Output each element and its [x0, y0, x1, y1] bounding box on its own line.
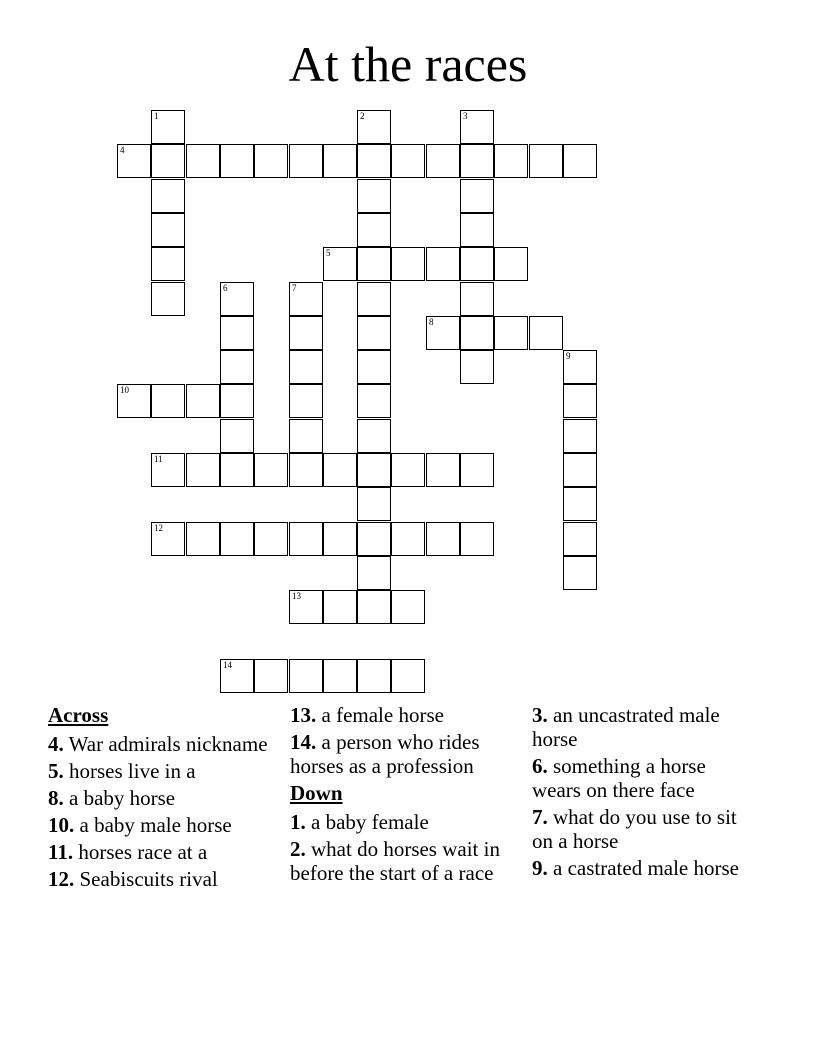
clue-down-3: 3. an uncastrated male horse — [532, 703, 720, 751]
grid-cell[interactable] — [220, 384, 254, 418]
grid-cell[interactable] — [117, 144, 151, 178]
grid-cell[interactable] — [220, 522, 254, 556]
grid-cell[interactable] — [289, 144, 323, 178]
grid-cell[interactable] — [357, 282, 391, 316]
grid-cell[interactable] — [151, 522, 185, 556]
grid-cell[interactable] — [151, 282, 185, 316]
clue-down-7: 7. what do you use to sit on a horse — [532, 805, 737, 853]
grid-cell[interactable] — [391, 590, 425, 624]
grid-cell[interactable] — [323, 453, 357, 487]
grid-cell[interactable] — [391, 659, 425, 693]
grid-cell[interactable] — [357, 144, 391, 178]
grid-cell[interactable] — [494, 316, 528, 350]
clue-number: 10 — [120, 385, 129, 395]
grid-cell[interactable] — [220, 419, 254, 453]
grid-cell[interactable] — [460, 282, 494, 316]
grid-cell[interactable] — [494, 144, 528, 178]
grid-cell[interactable] — [529, 316, 563, 350]
clue-number: 6 — [223, 283, 228, 293]
clue-across-11: 11. horses race at a — [48, 840, 208, 864]
grid-cell[interactable] — [391, 144, 425, 178]
grid-cell[interactable] — [151, 213, 185, 247]
grid-cell[interactable] — [289, 590, 323, 624]
grid-cell[interactable] — [563, 419, 597, 453]
grid-cell[interactable] — [151, 179, 185, 213]
grid-cell[interactable] — [186, 144, 220, 178]
grid-cell[interactable] — [357, 384, 391, 418]
grid-cell[interactable] — [254, 659, 288, 693]
grid-cell[interactable] — [563, 453, 597, 487]
grid-cell[interactable] — [391, 522, 425, 556]
grid-cell[interactable] — [563, 556, 597, 590]
grid-cell[interactable] — [357, 247, 391, 281]
grid-cell[interactable] — [460, 179, 494, 213]
grid-cell[interactable] — [289, 659, 323, 693]
grid-cell[interactable] — [220, 350, 254, 384]
grid-cell[interactable] — [460, 213, 494, 247]
clues-column-1 — [48, 703, 273, 894]
clue-number: 8 — [429, 317, 434, 327]
clue-down-9: 9. a castrated male horse — [532, 856, 739, 880]
clue-number: 3 — [463, 111, 468, 121]
grid-cell[interactable] — [563, 487, 597, 521]
grid-cell[interactable] — [357, 350, 391, 384]
grid-cell[interactable] — [289, 453, 323, 487]
clue-number: 5 — [326, 248, 331, 258]
grid-cell[interactable] — [357, 419, 391, 453]
grid-cell[interactable] — [289, 419, 323, 453]
grid-cell[interactable] — [254, 522, 288, 556]
grid-cell[interactable] — [186, 384, 220, 418]
grid-cell[interactable] — [220, 659, 254, 693]
grid-cell[interactable] — [460, 453, 494, 487]
clue-down-6: 6. something a horse wears on there face — [532, 754, 706, 802]
down-heading: Down — [290, 781, 343, 805]
grid-cell[interactable] — [563, 384, 597, 418]
grid-cell[interactable] — [220, 282, 254, 316]
grid-cell[interactable] — [426, 247, 460, 281]
grid-cell[interactable] — [460, 522, 494, 556]
across-heading: Across — [48, 703, 109, 727]
grid-cell[interactable] — [460, 110, 494, 144]
grid-cell[interactable] — [151, 247, 185, 281]
grid-cell[interactable] — [151, 144, 185, 178]
grid-cell[interactable] — [357, 556, 391, 590]
clue-number: 2 — [360, 111, 365, 121]
grid-cell[interactable] — [186, 522, 220, 556]
grid-cell[interactable] — [357, 179, 391, 213]
grid-cell[interactable] — [563, 522, 597, 556]
grid-cell[interactable] — [220, 144, 254, 178]
grid-cell[interactable] — [357, 487, 391, 521]
grid-cell[interactable] — [529, 144, 563, 178]
clue-across-13: 13. a female horse — [290, 703, 444, 727]
grid-cell[interactable] — [357, 316, 391, 350]
grid-cell[interactable] — [460, 350, 494, 384]
clue-number: 13 — [292, 591, 301, 601]
grid-cell[interactable] — [460, 144, 494, 178]
clue-across-12: 12. Seabiscuits rival — [48, 867, 218, 891]
clue-down-1: 1. a baby female — [290, 810, 429, 834]
grid-cell[interactable] — [460, 316, 494, 350]
clue-number: 4 — [120, 145, 125, 155]
grid-cell[interactable] — [426, 144, 460, 178]
grid-cell[interactable] — [323, 590, 357, 624]
puzzle-title: At the races — [288, 36, 528, 92]
grid-cell[interactable] — [563, 350, 597, 384]
grid-cell[interactable] — [151, 453, 185, 487]
clue-down-2: 2. what do horses wait in before the start of a race — [290, 837, 500, 885]
grid-cell[interactable] — [426, 522, 460, 556]
grid-cell[interactable] — [289, 282, 323, 316]
grid-cell[interactable] — [117, 384, 151, 418]
grid-cell[interactable] — [289, 522, 323, 556]
grid-cell[interactable] — [323, 247, 357, 281]
clue-number: 14 — [223, 660, 232, 670]
grid-cell[interactable] — [289, 316, 323, 350]
grid-cell[interactable] — [323, 522, 357, 556]
grid-cell[interactable] — [323, 659, 357, 693]
grid-cell[interactable] — [391, 453, 425, 487]
clue-across-14: 14. a person who rides horses as a profession — [290, 730, 480, 778]
grid-cell[interactable] — [357, 213, 391, 247]
clue-across-10: 10. a baby male horse — [48, 813, 232, 837]
clue-across-5: 5. horses live in a — [48, 759, 196, 783]
clue-number: 12 — [154, 523, 163, 533]
grid-cell[interactable] — [391, 247, 425, 281]
grid-cell[interactable] — [151, 110, 185, 144]
clue-number: 9 — [566, 351, 571, 361]
clue-number: 11 — [154, 454, 163, 464]
clue-number: 1 — [154, 111, 159, 121]
grid-cell[interactable] — [254, 144, 288, 178]
grid-cell[interactable] — [357, 453, 391, 487]
clues-column-3 — [532, 703, 750, 883]
clue-across-4: 4. War admirals nickname — [48, 732, 268, 756]
grid-cell[interactable] — [220, 453, 254, 487]
grid-cell[interactable] — [426, 316, 460, 350]
clues-column-2 — [290, 703, 518, 888]
clue-number: 7 — [292, 283, 297, 293]
grid-cell[interactable] — [357, 522, 391, 556]
clue-across-8: 8. a baby horse — [48, 786, 176, 810]
grid-cell[interactable] — [357, 590, 391, 624]
grid-cell[interactable] — [289, 350, 323, 384]
grid-cell[interactable] — [460, 247, 494, 281]
grid-cell[interactable] — [254, 453, 288, 487]
grid-cell[interactable] — [357, 659, 391, 693]
grid-cell[interactable] — [151, 384, 185, 418]
grid-cell[interactable] — [494, 247, 528, 281]
grid-cell[interactable] — [289, 384, 323, 418]
grid-cell[interactable] — [357, 110, 391, 144]
grid-cell[interactable] — [220, 316, 254, 350]
grid-cell[interactable] — [323, 144, 357, 178]
grid-cell[interactable] — [186, 453, 220, 487]
grid-cell[interactable] — [426, 453, 460, 487]
grid-cell[interactable] — [563, 144, 597, 178]
